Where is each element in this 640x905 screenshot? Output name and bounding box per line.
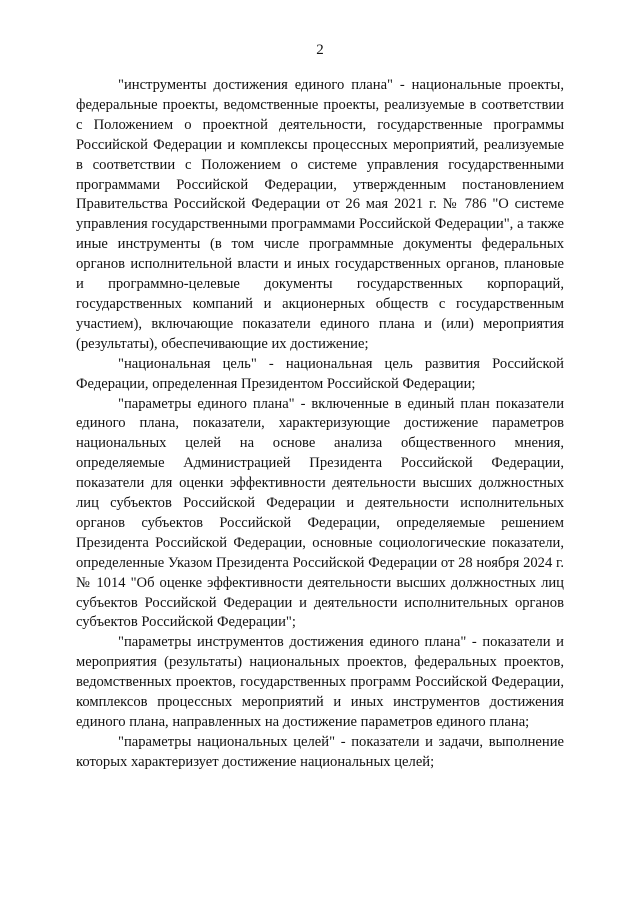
paragraph-national-goal-definition: "национальная цель" - национальная цель развития Российской Федерации, определенная Президентом Российской Федерации; (76, 355, 564, 392)
paragraph-instrument-parameters-definition: "параметры инструментов достижения единого плана" - показатели и мероприятия (результаты) национальных проектов, федеральных проектов, ведомственных проектов, государственных программ Российской Федерации, комплексов процессных мероприятий и иных инструментов достижения единого плана, направленных на достижение параметров единого плана; (76, 634, 564, 730)
paragraph-instruments-definition: "инструменты достижения единого плана" - национальные проекты, федеральные проекты, ведомственные проекты, реализуемые в соответствии с Положением о проектной деятельности, государственные программы Российской Федерации и комплексы процессных мероприятий, реализуемые в соответствии с Положением о системе управления государственными программами Российской Федерации, утвержденным постановлением Правительства Российской Федерации от 26 мая 2021 г. № 786 "О системе управления государственными программами Российской Федерации", а также иные инструменты (в том числе программные документы федеральных органов исполнительной власти и иных государственных органов, плановые и программно-целевые документы государственных корпораций, государственных компаний и акционерных обществ с государственным участием), включающие показатели единого плана и (или) мероприятия (результаты), обеспечивающие их достижение; (76, 77, 564, 352)
document-body (76, 76, 564, 773)
paragraph-unified-plan-parameters-definition: "параметры единого плана" - включенные в единый план показатели единого плана, показатели, характеризующие достижение параметров национальных целей на основе анализа общественного мнения, определяемые Администрацией Президента Российской Федерации, показатели для оценки эффективности деятельности высших должностных лиц субъектов Российской Федерации и деятельности исполнительных органов субъектов Российской Федерации, определяемые решением Президента Российской Федерации, основные социологические показатели, определенные Указом Президента Российской Федерации от 28 ноября 2024 г. № 1014 "Об оценке эффективности деятельности высших должностных лиц субъектов Российской Федерации и деятельности исполнительных органов субъектов Российской Федерации"; (76, 395, 564, 631)
page-number: 2 (316, 42, 324, 58)
paragraph-national-goal-parameters-definition: "параметры национальных целей" - показатели и задачи, выполнение которых характеризует достижение национальных целей; (76, 733, 564, 770)
